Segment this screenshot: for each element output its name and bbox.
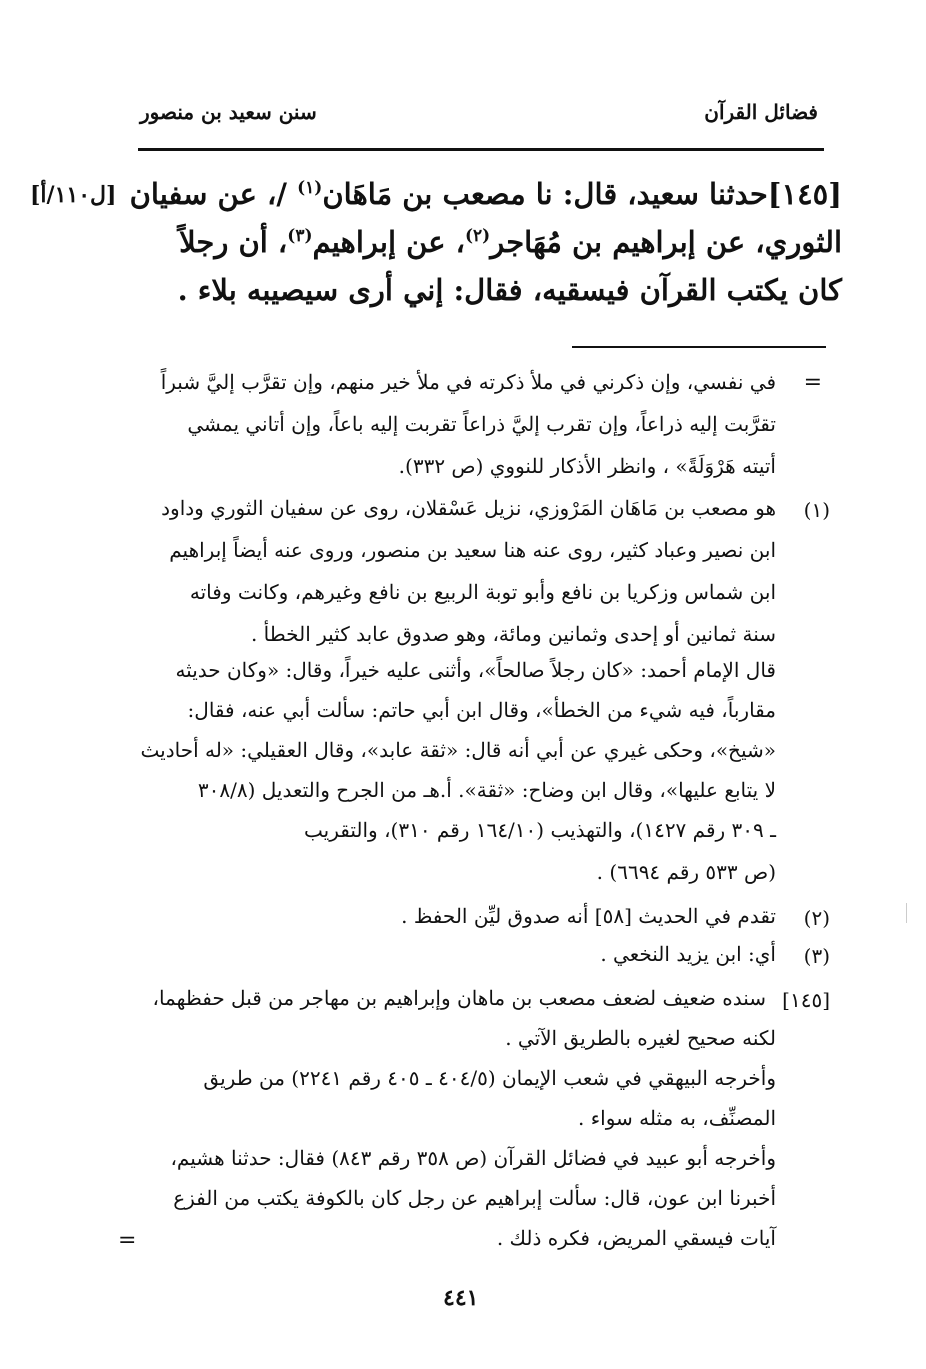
hadith-text: ، عن إبراهيم [312,225,465,259]
footnote-1-line: (ص ٥٣٣ رقم ٦٦٩٤) . [596,860,776,884]
page-number: ٤٤١ [443,1285,479,1311]
takhrij-line: وأخرجه أبو عبيد في فضائل القرآن (ص ٣٥٨ رقم ٨٤٣) فقال: حدثنا هشيم، [170,1146,776,1170]
scan-mark [906,903,907,923]
running-header-title: سنن سعيد بن منصور [140,100,317,124]
takhrij-line: أخبرنا ابن عون، قال: سألت إبراهيم عن رجل كان بالكوفة يكتب من الفزع [173,1186,776,1210]
footnote-1-line: ـ ٣٠٩ رقم ١٤٢٧)، والتهذيب (١٦٤/١٠ رقم ٣١٠)، والتقريب [304,818,776,842]
footnote-ref: (٣) [287,226,313,246]
manuscript-folio-ref: [ل١١٠/أ] [30,182,117,208]
footnote-ref: (١) [297,178,323,198]
footnote-rule [572,346,826,348]
hadith-text: الثوري، عن إبراهيم بن مُهَاجر [490,225,842,259]
footnote-number: (٢) [803,906,830,930]
footnote-1-line: سنة ثمانين أو إحدى وثمانين ومائة، وهو صدوق عابد كثير الخطأ . [250,622,776,646]
hadith-line-2 [179,225,842,259]
takhrij-line: وأخرجه البيهقي في شعب الإيمان (٤٠٤/٥ ـ ٤٠٥ رقم ٢٢٤١) من طريق [203,1066,776,1090]
footnote-3-text: أي: ابن يزيد النخعي . [600,942,776,966]
takhrij-line: آيات فيسقي المريض، فكره ذلك . [496,1226,776,1250]
continuation-marker: = [118,1228,137,1253]
footnote-2-text: تقدم في الحديث [٥٨] أنه صدوق ليِّن الحفظ . [401,904,776,928]
hadith-line-3: كان يكتب القرآن فيسقيه، فقال: إني أرى سيصيبه بلاء . [177,273,842,307]
footnote-1-line: «شيخ»، وحكى غيري عن أبي أنه قال: «ثقة عابد»، وقال العقيلي: «له أحاديث [140,738,776,762]
footnote-number: (١) [803,498,830,522]
takhrij-line: سنده ضعيف لضعف مصعب بن ماهان وإبراهيم بن مهاجر من قبل حفظهما، [152,986,766,1010]
footnote-1-line: لا يتابع عليها»، وقال ابن وضاح: «ثقة». أ.هـ من الجرح والتعديل (٣٠٨/٨ [197,778,776,802]
hadith-text: ، [267,225,288,259]
footnote-cont-line: أتيته هَرْوَلَةً» ، وانظر الأذكار للنووي (ص ٣٣٢). [398,454,776,478]
footnote-cont-line: تقرَّبت إليه ذراعاً، وإن تقرب إليَّ ذراعاً تقربت إليه باعاً، وإن أتاني يمشي [187,412,776,436]
takhrij-line: المصنِّف، به مثله سواء . [578,1106,776,1130]
hadith-text: /، عن سفيان [129,177,298,211]
footnote-1-line: ابن شماس وزكريا بن نافع وأبو توبة الربيع بن نافع وغيرهم، وكانت وفاته [189,580,776,604]
footnote-1-line: ابن نصير وعباد كثير، روى عنه هنا سعيد بن منصور، وروى عنه أيضاً إبراهيم [169,538,776,562]
takhrij-number: [١٤٥] [782,988,830,1012]
hadith-text: [١٤٥]حدثنا سعيد، قال: نا مصعب بن مَاهَان [322,177,842,211]
footnote-cont-line: في نفسي، وإن ذكرني في ملأ ذكرته في ملأ خير منهم، وإن تقرَّب إليَّ شبراً [160,370,776,394]
header-rule [138,148,824,151]
footnote-ref: (٢) [464,226,491,246]
hadith-line-1 [129,177,842,211]
running-header-section: فضائل القرآن [704,100,818,124]
continuation-marker: = [803,370,822,395]
footnote-1-line: قال الإمام أحمد: «كان رجلاً صالحاً»، وأثنى عليه خيراً، وقال: «وكان حديثه [175,658,776,682]
footnote-number: (٣) [803,944,830,968]
takhrij-line: لكنه صحيح لغيره بالطريق الآتي . [505,1026,776,1050]
hadith-matn: أن رجلاً [179,225,268,259]
footnote-1-line: مقارباً، فيه شيء من الخطأ»، وقال ابن أبي حاتم: سألت أبي عنه، فقال: [187,698,776,722]
footnote-1-line: هو مصعب بن مَاهَان المَرْوزي، نزيل عَسْقلان، روى عن سفيان الثوري وداود [161,496,776,520]
